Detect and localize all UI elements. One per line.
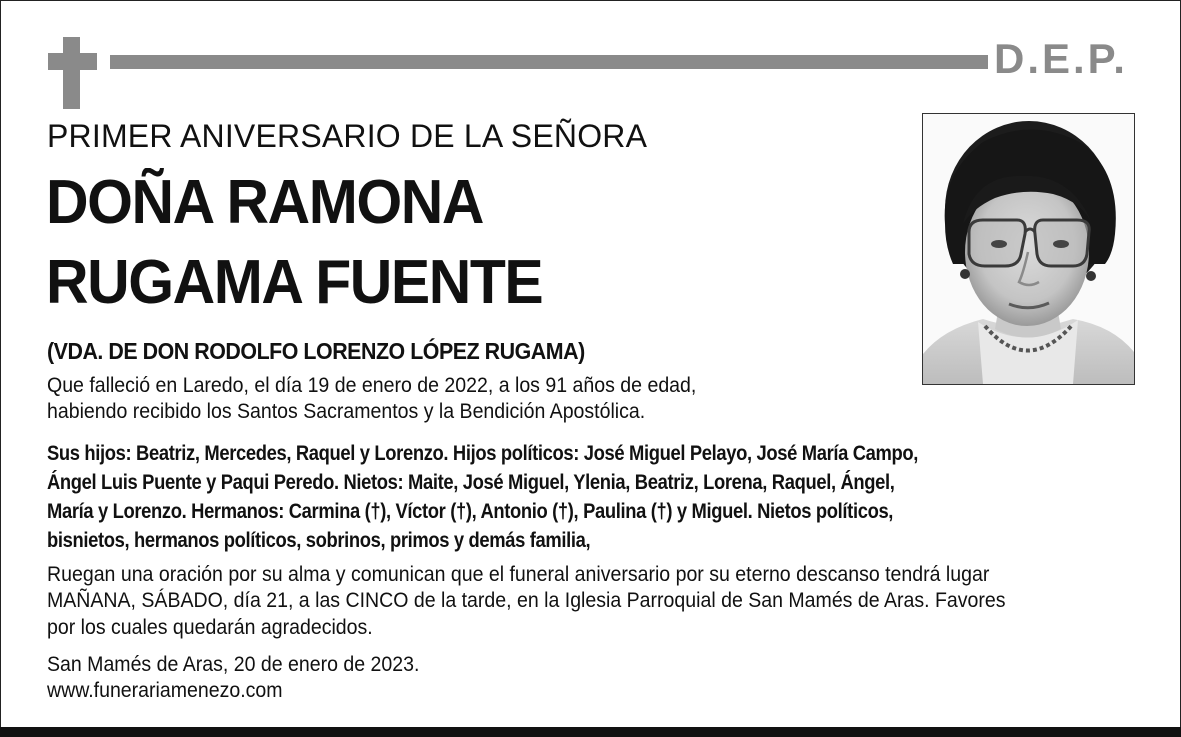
bottom-border (0, 727, 1181, 737)
funeral-request (47, 562, 1070, 641)
request-line: MAÑANA, SÁBADO, día 21, a las CINCO de la tarde, en la Iglesia Parroquial de San Mamés de Aras. Favores (47, 589, 1006, 613)
website-link[interactable]: www.funerariamenezo.com (47, 679, 283, 703)
death-info-line: Que falleció en Laredo, el día 19 de enero de 2022, a los 91 años de edad, (47, 374, 697, 397)
place-date: San Mamés de Aras, 20 de enero de 2023. (47, 653, 420, 676)
portrait-illustration (923, 114, 1134, 384)
death-info (47, 373, 1070, 426)
portrait-photo (922, 113, 1135, 385)
widow-line: (VDA. DE DON RODOLFO LORENZO LÓPEZ RUGAMA) (47, 338, 585, 364)
deceased-name-line-2: RUGAMA FUENTE (46, 248, 543, 317)
notice-subtitle: PRIMER ANIVERSARIO DE LA SEÑORA (47, 118, 648, 154)
cross-icon (63, 37, 80, 109)
death-info-line: habiendo recibido los Santos Sacramentos y la Bendición Apostólica. (47, 400, 646, 424)
family-line: bisnietos, hermanos políticos, sobrinos, primos y demás familia, (47, 529, 591, 552)
family-line: Ángel Luis Puente y Paqui Peredo. Nietos: Maite, José Miguel, Ylenia, Beatriz, Lorena, Raquel, Ángel, (47, 471, 895, 494)
request-line: por los cuales quedarán agradecidos. (47, 615, 373, 639)
dep-badge: D.E.P. (994, 35, 1128, 82)
signature-block (47, 652, 1070, 705)
cross-icon-bar (48, 53, 97, 70)
deceased-name-line-1: DOÑA RAMONA (46, 168, 483, 237)
header-rule (110, 55, 988, 69)
family-line: María y Lorenzo. Hermanos: Carmina (†), Víctor (†), Antonio (†), Paulina (†) y Miguel. Nietos políticos, (47, 500, 894, 523)
family-line: Sus hijos: Beatriz, Mercedes, Raquel y Lorenzo. Hijos políticos: José Miguel Pelayo, José María Campo, (47, 442, 919, 465)
family-list (47, 439, 1010, 555)
request-line: Ruegan una oración por su alma y comunican que el funeral aniversario por su eterno descanso tendrá lugar (47, 563, 990, 586)
